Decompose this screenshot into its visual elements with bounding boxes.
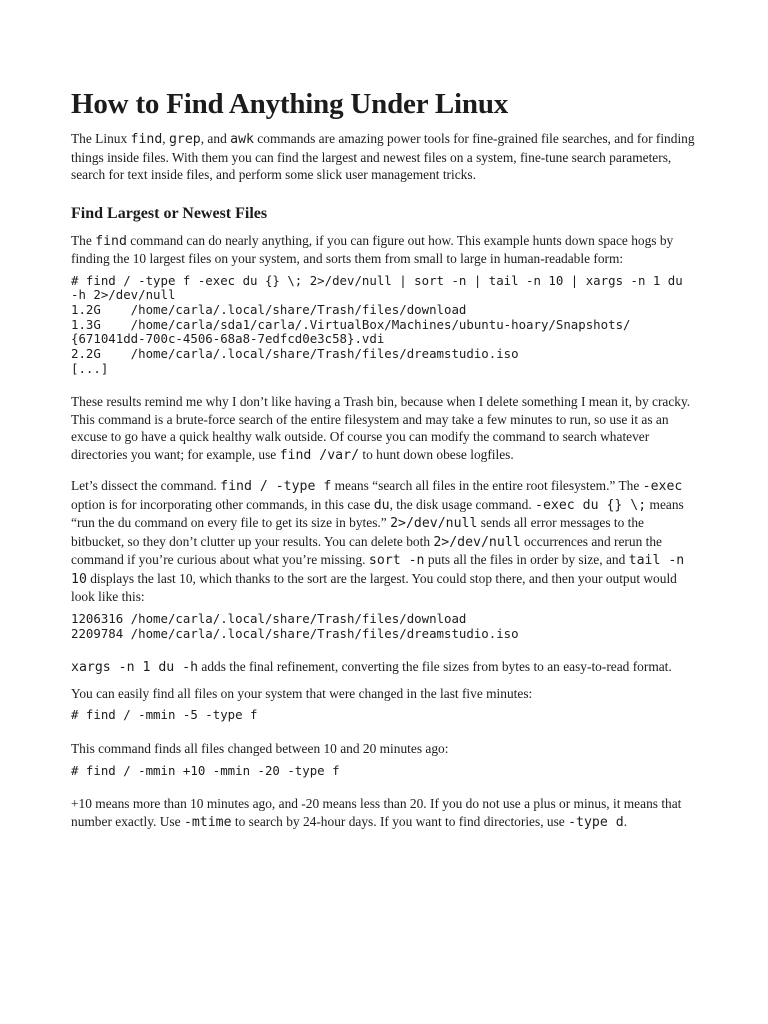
p3-text-9: displays the last 10, which thanks to the sort are the largest. You could stop there, and then your output would look like this: [71, 570, 677, 605]
p3-code-8: tail -n 10 [71, 553, 685, 587]
p3-code-4: -exec du {} \; [535, 497, 647, 513]
section-heading: Find Largest or Newest Files [71, 204, 268, 222]
intro-text-4: commands are amazing power tools for fine-grained file searches, and for finding things inside files. With them you can find the largest and newest files on a system, fine-tune search parameters, search for text inside files, and perform some slick user management tricks. [71, 131, 695, 182]
intro-text-3: , and [200, 131, 231, 146]
p3-text-7: occurrences and rerun the command if you’re curious about what you’re missing. [71, 533, 662, 568]
p1-text-2: command can do nearly anything, if you can figure out how. This example hunts down space hogs by finding the 10 largest files on your system, and sorts them from small to large in human-readable form: [71, 232, 674, 266]
intro-text-1: The Linux [71, 131, 131, 146]
p7-code-mtime: -mtime [183, 814, 232, 830]
code-block-largest-files: # find / -type f -exec du {} \; 2>/dev/null | sort -n | tail -n 10 | xargs -n 1 du -h 2>/dev/null 1.2G /home/carla/.local/share/Trash/files/download 1.3G /home/carla/sda1/carla/.VirtualBox/Machines/ubuntu-hoary/Snapshots/ {671041dd-700c-4506-68a8-7edfcd0e3c58}.vdi 2.2G /home/carla/.local/share/Trash/files/dreamstudio.iso [...] [71, 272, 683, 376]
xargs-paragraph [71, 658, 699, 677]
p3-code-2: -exec [642, 479, 683, 495]
intro-code-find: find [130, 132, 163, 147]
trash-paragraph [71, 393, 699, 464]
intro-paragraph [71, 130, 699, 184]
five-minutes-paragraph: You can easily find all files on your system that were changed in the last five minutes: [71, 685, 533, 701]
intro-code-grep: grep [168, 132, 201, 147]
p1-text-1: The [71, 232, 96, 248]
code-block-mmin-5: # find / -mmin -5 -type f [71, 707, 258, 723]
ten-twenty-paragraph: This command finds all files changed between 10 and 20 minutes ago: [71, 741, 449, 757]
page-title: How to Find Anything Under Linux [71, 88, 509, 120]
p3-text-5: means “run the du command on every file to get its size in bytes.” [71, 496, 684, 531]
p3-text-1: Let’s dissect the command. [71, 478, 221, 494]
intro-code-awk: awk [230, 132, 254, 147]
p7-text-1: +10 means more than 10 minutes ago, and -20 means less than 20. If you do not use a plus or minus, it means that number exactly. Use [71, 796, 682, 829]
p7-text-2: to search by 24-hour days. If you want to find directories, use [231, 813, 569, 829]
p3-code-6: 2>/dev/null [433, 534, 521, 550]
p2-code-find-var: find /var/ [279, 447, 360, 463]
code-block-output: 1206316 /home/carla/.local/share/Trash/files/download 2209784 /home/carla/.local/share/Trash/files/dreamstudio.iso [71, 610, 519, 641]
p7-code-type-d: -type d [568, 814, 624, 830]
p3-text-6: sends all error messages to the bitbucket, so they don’t clutter up your results. You can delete both [71, 515, 644, 549]
p1-code-find: find [95, 233, 127, 249]
p2-text-1: These results remind me why I don’t like having a Trash bin, because when I delete something I mean it, by cracky. This command is a brute-force search of the entire filesystem and may take a few minutes to run, so use it as an excuse to go have a quick healthy walk outside. Of course you can modify the command to search whatever directories you want; for example, use [71, 394, 691, 462]
mmin-explanation-paragraph [71, 795, 699, 831]
p3-code-5: 2>/dev/null [390, 516, 478, 532]
find-intro-paragraph [71, 232, 699, 268]
p3-text-3: option is for incorporating other commands, in this case [71, 496, 374, 512]
p4-code-xargs: xargs -n 1 du -h [71, 660, 199, 676]
intro-text-2: , [162, 131, 169, 146]
p7-text-3: . [623, 813, 628, 829]
p3-code-1: find / -type f [220, 479, 332, 495]
p3-text-8: puts all the files in order by size, and [424, 552, 629, 568]
p3-code-3: du [373, 497, 390, 513]
p4-text-1: adds the final refinement, converting the file sizes from bytes to an easy-to-read format. [198, 659, 672, 675]
document-page [71, 86, 699, 839]
code-block-mmin-range: # find / -mmin +10 -mmin -20 -type f [71, 762, 340, 778]
p3-code-7: sort -n [368, 553, 425, 569]
p3-text-4: , the disk usage command. [389, 496, 536, 512]
dissect-paragraph [71, 477, 699, 606]
p3-text-2: means “search all files in the entire root filesystem.” The [331, 478, 643, 494]
p2-text-2: to hunt down obese logfiles. [359, 446, 514, 462]
